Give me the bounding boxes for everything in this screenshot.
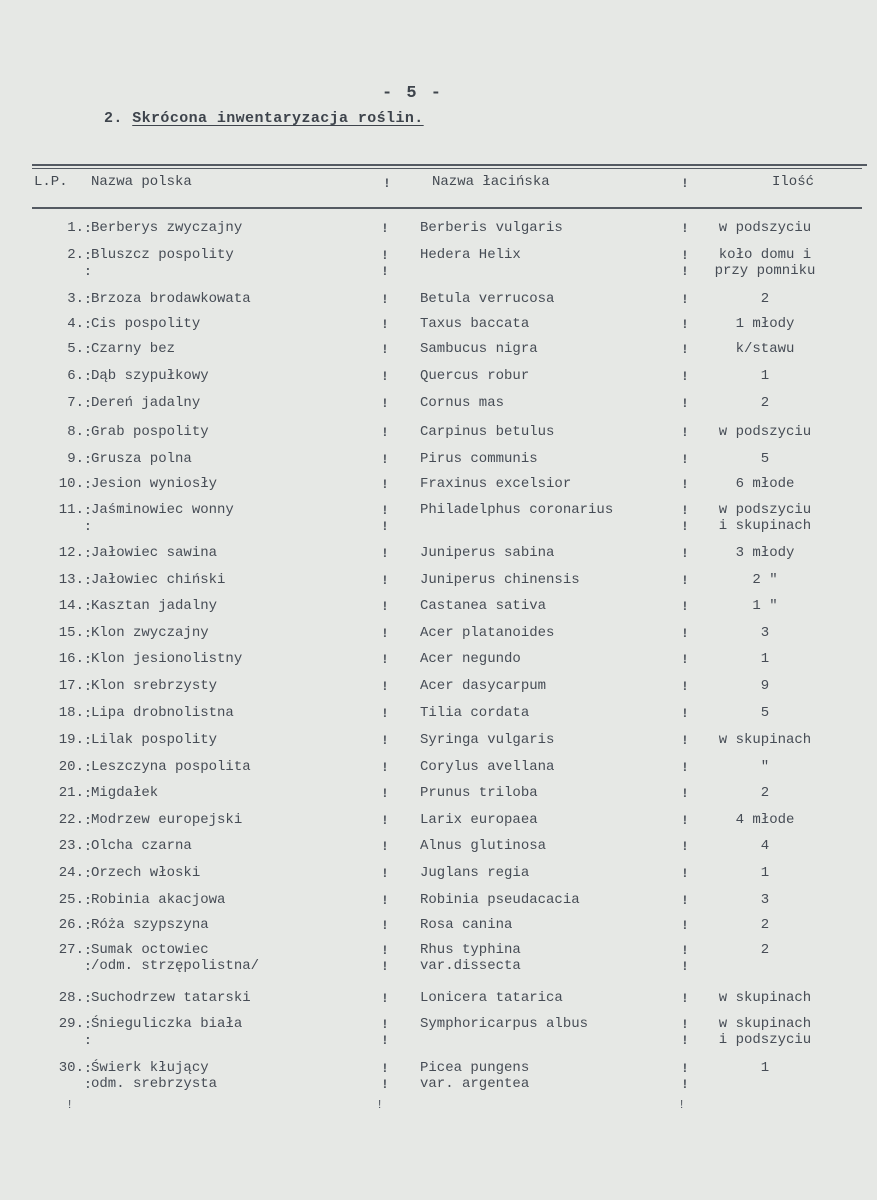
column-separator: ! (681, 626, 689, 641)
latin-name: Acer platanoides (420, 625, 555, 641)
quantity: 1 (760, 865, 770, 881)
column-separator: ! (381, 959, 389, 974)
column-separator: : (84, 452, 92, 467)
column-separator: ! (381, 503, 389, 518)
quantity: 9 (760, 678, 770, 694)
polish-name: Leszczyna pospolita (91, 759, 251, 775)
column-separator: : (84, 1017, 92, 1032)
latin-name: Alnus glutinosa (420, 838, 547, 854)
latin-name: Rosa canina (420, 917, 513, 933)
polish-name: Lilak pospolity (91, 732, 218, 748)
quantity: 2 " (752, 572, 778, 588)
quantity: 1 " (752, 598, 778, 614)
column-separator: ! (681, 317, 689, 332)
column-separator: : (84, 1061, 92, 1076)
column-separator: ! (381, 1061, 389, 1076)
quantity: i podszyciu (718, 1032, 812, 1048)
polish-name: Kasztan jadalny (91, 598, 218, 614)
quantity: 2 (760, 785, 770, 801)
row-number: 1. (67, 220, 84, 236)
column-separator: : (84, 221, 92, 236)
polish-name: Grab pospolity (91, 424, 209, 440)
quantity: 2 (760, 917, 770, 933)
latin-name: var.dissecta (420, 958, 521, 974)
latin-name: Robinia pseudacacia (420, 892, 580, 908)
row-number: 12. (58, 545, 84, 561)
row-number: 10. (58, 476, 84, 492)
column-separator: : (84, 477, 92, 492)
latin-name: var. argentea (420, 1076, 530, 1092)
column-separator: ! (681, 519, 689, 534)
column-separator: : (84, 248, 92, 263)
column-separator: ! (381, 369, 389, 384)
column-separator: : (84, 760, 92, 775)
polish-name: Robinia akacjowa (91, 892, 226, 908)
column-separator: ! (381, 893, 389, 908)
latin-name: Juglans regia (420, 865, 530, 881)
latin-name: Lonicera tatarica (420, 990, 563, 1006)
polish-name: odm. srebrzysta (91, 1076, 218, 1092)
column-separator: : (84, 599, 92, 614)
column-separator: ! (381, 733, 389, 748)
quantity: w skupinach (718, 990, 812, 1006)
row-number: 17. (58, 678, 84, 694)
row-number: 6. (67, 368, 84, 384)
column-separator: ! (381, 991, 389, 1006)
column-separator: : (84, 813, 92, 828)
polish-name: Olcha czarna (91, 838, 192, 854)
latin-name: Betula verrucosa (420, 291, 555, 307)
column-separator: ! (681, 221, 689, 236)
column-separator: ! (681, 452, 689, 467)
column-separator: : (84, 503, 92, 518)
column-separator: ! (681, 292, 689, 307)
column-separator: ! (681, 342, 689, 357)
row-number: 28. (58, 990, 84, 1006)
column-separator: ! (381, 519, 389, 534)
column-separator: : (84, 706, 92, 721)
row-number: 19. (58, 732, 84, 748)
column-separator: : (84, 369, 92, 384)
column-separator: : (84, 918, 92, 933)
latin-name: Symphoricarpus albus (420, 1016, 589, 1032)
column-separator: ! (681, 866, 689, 881)
trailing-separator: ! (678, 1098, 686, 1112)
row-number: 25. (58, 892, 84, 908)
column-separator: ! (381, 839, 389, 854)
column-separator: ! (381, 760, 389, 775)
row-number: 26. (58, 917, 84, 933)
column-separator: : (84, 264, 92, 279)
column-separator: : (84, 519, 92, 534)
latin-name: Picea pungens (420, 1060, 530, 1076)
column-separator: ! (381, 248, 389, 263)
column-separator: ! (381, 813, 389, 828)
column-separator: ! (681, 396, 689, 411)
column-separator: ! (681, 546, 689, 561)
quantity: przy pomniku (714, 263, 816, 279)
polish-name: Grusza polna (91, 451, 192, 467)
latin-name: Castanea sativa (420, 598, 547, 614)
column-separator: ! (681, 760, 689, 775)
row-number: 7. (67, 395, 84, 411)
column-separator: ! (681, 839, 689, 854)
polish-name: Śnieguliczka biała (91, 1016, 243, 1032)
latin-name: Fraxinus excelsior (420, 476, 572, 492)
quantity: 3 (760, 892, 770, 908)
polish-name: Klon zwyczajny (91, 625, 209, 641)
polish-name: Lipa drobnolistna (91, 705, 234, 721)
row-number: 27. (58, 942, 84, 958)
quantity: w podszyciu (718, 502, 812, 518)
row-number: 22. (58, 812, 84, 828)
column-separator: ! (381, 943, 389, 958)
quantity: 3 młody (735, 545, 795, 561)
column-separator: ! (381, 918, 389, 933)
column-separator: ! (381, 652, 389, 667)
quantity: 2 (760, 942, 770, 958)
column-separator: : (84, 991, 92, 1006)
row-number: 16. (58, 651, 84, 667)
table-header-rule (32, 207, 862, 209)
column-separator: ! (381, 264, 389, 279)
column-separator: ! (381, 786, 389, 801)
latin-name: Acer dasycarpum (420, 678, 547, 694)
column-separator: ! (681, 706, 689, 721)
latin-name: Sambucus nigra (420, 341, 538, 357)
quantity: 1 (760, 368, 770, 384)
quantity: 3 (760, 625, 770, 641)
column-separator: ! (681, 813, 689, 828)
polish-name: Świerk kłujący (91, 1060, 209, 1076)
quantity: w podszyciu (718, 424, 812, 440)
polish-name: Jałowiec chiński (91, 572, 226, 588)
latin-name: Prunus triloba (420, 785, 538, 801)
column-separator: ! (381, 573, 389, 588)
row-number: 3. (67, 291, 84, 307)
column-separator: : (84, 943, 92, 958)
row-number: 11. (58, 502, 84, 518)
column-separator: : (84, 626, 92, 641)
column-separator: ! (681, 786, 689, 801)
column-separator: ! (681, 369, 689, 384)
row-number: 14. (58, 598, 84, 614)
quantity: w skupinach (718, 1016, 812, 1032)
quantity: w podszyciu (718, 220, 812, 236)
polish-name: Brzoza brodawkowata (91, 291, 251, 307)
quantity: 1 młody (735, 316, 795, 332)
column-separator: ! (681, 959, 689, 974)
quantity: w skupinach (718, 732, 812, 748)
latin-name: Philadelphus coronarius (420, 502, 614, 518)
row-number: 24. (58, 865, 84, 881)
column-separator: ! (681, 264, 689, 279)
column-separator: : (84, 573, 92, 588)
quantity: 6 młode (735, 476, 795, 492)
column-separator: ! (681, 248, 689, 263)
quantity: 2 (760, 395, 770, 411)
column-separator: : (84, 866, 92, 881)
polish-name: Cis pospolity (91, 316, 201, 332)
section-title-text: Skrócona inwentaryzacja roślin. (132, 110, 424, 127)
column-separator: : (84, 786, 92, 801)
quantity: 2 (760, 291, 770, 307)
column-separator: ! (381, 452, 389, 467)
column-separator: ! (381, 1077, 389, 1092)
column-separator: ! (381, 221, 389, 236)
column-separator: : (84, 1077, 92, 1092)
latin-name: Quercus robur (420, 368, 530, 384)
column-separator: ! (381, 342, 389, 357)
column-separator: : (84, 679, 92, 694)
latin-name: Corylus avellana (420, 759, 555, 775)
latin-name: Syringa vulgaris (420, 732, 555, 748)
latin-name: Larix europaea (420, 812, 538, 828)
row-number: 21. (58, 785, 84, 801)
polish-name: Jaśminowiec wonny (91, 502, 234, 518)
quantity: i skupinach (718, 518, 812, 534)
column-separator: ! (681, 1061, 689, 1076)
latin-name: Juniperus sabina (420, 545, 555, 561)
column-separator: : (84, 546, 92, 561)
column-separator: ! (381, 679, 389, 694)
polish-name: Dereń jadalny (91, 395, 201, 411)
quantity: 1 (760, 1060, 770, 1076)
row-number: 2. (67, 247, 84, 263)
column-separator: : (84, 292, 92, 307)
polish-name: Suchodrzew tatarski (91, 990, 251, 1006)
row-number: 18. (58, 705, 84, 721)
quantity: 5 (760, 705, 770, 721)
trailing-separator: ! (376, 1098, 384, 1112)
column-separator: ! (681, 918, 689, 933)
column-separator: ! (681, 1077, 689, 1092)
polish-name: Róża szypszyna (91, 917, 209, 933)
column-separator: ! (681, 679, 689, 694)
polish-name: Sumak octowiec (91, 942, 209, 958)
column-separator: ! (381, 599, 389, 614)
quantity: koło domu i (718, 247, 812, 263)
column-separator: ! (681, 477, 689, 492)
column-separator: ! (381, 1017, 389, 1032)
polish-name: Klon srebrzysty (91, 678, 218, 694)
latin-name: Juniperus chinensis (420, 572, 580, 588)
header-lp: L.P. (34, 174, 68, 190)
latin-name: Hedera Helix (420, 247, 521, 263)
column-separator: ! (381, 1033, 389, 1048)
column-separator: ! (681, 733, 689, 748)
header-polish-name: Nazwa polska (91, 174, 192, 190)
latin-name: Acer negundo (420, 651, 521, 667)
row-number: 29. (58, 1016, 84, 1032)
quantity: 4 (760, 838, 770, 854)
row-number: 23. (58, 838, 84, 854)
column-separator: ! (381, 546, 389, 561)
column-separator: : (84, 1033, 92, 1048)
column-separator: ! (381, 425, 389, 440)
column-separator: : (84, 959, 92, 974)
column-separator: : (84, 425, 92, 440)
column-separator: : (84, 652, 92, 667)
polish-name: Jałowiec sawina (91, 545, 218, 561)
row-number: 20. (58, 759, 84, 775)
column-separator: ! (381, 396, 389, 411)
column-separator: : (84, 342, 92, 357)
row-number: 8. (67, 424, 84, 440)
column-separator: ! (381, 866, 389, 881)
header-quantity: Ilość (772, 174, 815, 190)
latin-name: Rhus typhina (420, 942, 521, 958)
column-separator: ! (681, 425, 689, 440)
section-title (104, 110, 424, 127)
polish-name: Berberys zwyczajny (91, 220, 243, 236)
latin-name: Taxus baccata (420, 316, 530, 332)
column-separator: ! (381, 706, 389, 721)
polish-name: Orzech włoski (91, 865, 201, 881)
polish-name: Jesion wyniosły (91, 476, 218, 492)
latin-name: Tilia cordata (420, 705, 530, 721)
latin-name: Cornus mas (420, 395, 505, 411)
column-separator: ! (681, 1033, 689, 1048)
column-separator: ! (681, 503, 689, 518)
polish-name: /odm. strzępolistna/ (91, 958, 260, 974)
column-separator: ! (681, 599, 689, 614)
header-latin-name: Nazwa łacińska (432, 174, 550, 190)
polish-name: Modrzew europejski (91, 812, 243, 828)
column-separator: ! (381, 626, 389, 641)
quantity: k/stawu (735, 341, 795, 357)
section-number: 2. (104, 110, 123, 127)
trailing-separator: ! (66, 1098, 74, 1112)
latin-name: Pirus communis (420, 451, 538, 467)
row-number: 13. (58, 572, 84, 588)
header-separator: ! (383, 176, 391, 191)
column-separator: ! (381, 477, 389, 492)
page-number: - 5 - (382, 84, 444, 103)
header-separator: ! (681, 176, 689, 191)
row-number: 15. (58, 625, 84, 641)
table-top-rule (32, 164, 867, 166)
polish-name: Klon jesionolistny (91, 651, 243, 667)
quantity: 5 (760, 451, 770, 467)
quantity: 4 młode (735, 812, 795, 828)
column-separator: ! (681, 991, 689, 1006)
latin-name: Berberis vulgaris (420, 220, 563, 236)
row-number: 9. (67, 451, 84, 467)
column-separator: : (84, 396, 92, 411)
table-top-rule-2 (32, 168, 862, 169)
column-separator: ! (681, 943, 689, 958)
polish-name: Dąb szypułkowy (91, 368, 209, 384)
column-separator: : (84, 839, 92, 854)
column-separator: ! (681, 652, 689, 667)
polish-name: Czarny bez (91, 341, 176, 357)
row-number: 30. (58, 1060, 84, 1076)
polish-name: Bluszcz pospolity (91, 247, 234, 263)
column-separator: ! (681, 573, 689, 588)
column-separator: : (84, 893, 92, 908)
column-separator: ! (381, 292, 389, 307)
latin-name: Carpinus betulus (420, 424, 555, 440)
column-separator: ! (681, 893, 689, 908)
quantity: " (760, 759, 770, 775)
column-separator: : (84, 317, 92, 332)
quantity: 1 (760, 651, 770, 667)
column-separator: ! (681, 1017, 689, 1032)
column-separator: ! (381, 317, 389, 332)
polish-name: Migdałek (91, 785, 159, 801)
row-number: 4. (67, 316, 84, 332)
row-number: 5. (67, 341, 84, 357)
column-separator: : (84, 733, 92, 748)
